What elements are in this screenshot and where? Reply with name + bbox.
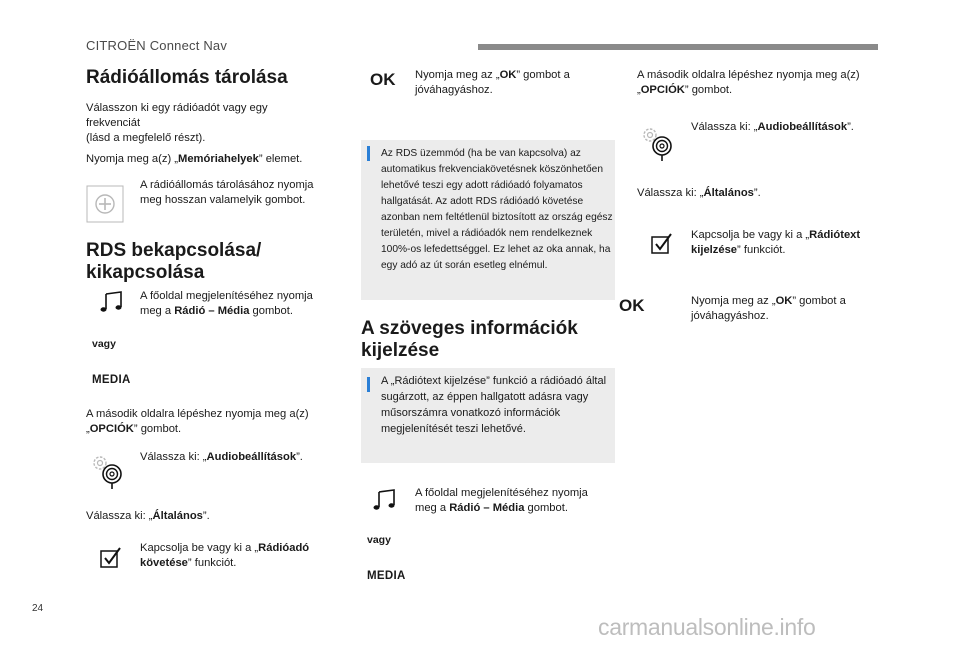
text-line: (lásd a megfelelő részt).	[86, 132, 206, 144]
heading-line: RDS bekapcsolása/	[86, 240, 262, 261]
or-label: vagy	[367, 534, 391, 546]
text-line: Válasszon ki egy rádióadót vagy egy frekvenciát	[86, 102, 268, 129]
heading-line: kikapcsolása	[86, 262, 205, 283]
ok-button-label: OK	[370, 70, 396, 89]
heading-line: A szöveges információk	[361, 318, 578, 339]
heading-line: kijelzése	[361, 340, 440, 361]
paragraph-audio-settings: Válassza ki: „Audiobeállítások”.	[140, 451, 303, 463]
paragraph-audio-settings: Válassza ki: „Audiobeállítások”.	[691, 121, 854, 133]
or-label: vagy	[92, 338, 116, 350]
heading-radiotext	[361, 318, 578, 362]
paragraph-radio-media: A főoldal megjelenítéséhez nyomja meg a Rádió – Média gombot.	[415, 487, 588, 514]
paragraph-select-station	[86, 101, 318, 146]
paragraph-general: Válassza ki: „Általános”.	[86, 510, 210, 522]
paragraph-general: Válassza ki: „Általános”.	[637, 187, 761, 199]
audio-settings-icon	[640, 124, 678, 162]
info-marker	[367, 146, 370, 161]
info-marker	[367, 377, 370, 392]
header-bar	[478, 44, 878, 50]
checkbox-icon	[100, 546, 124, 568]
info-box-radiotext	[361, 368, 615, 463]
media-button-label: MEDIA	[367, 570, 406, 582]
watermark: carmanualsonline.info	[598, 614, 816, 640]
info-text: A „Rádiótext kijelzése” funkció a rádióadó által sugárzott, az éppen hallgatott adásra vagy műsorszámra vonatkozó információk megjelenítését teszi lehetővé.	[381, 375, 607, 435]
ok-button-label: OK	[619, 296, 645, 315]
paragraph-radiotext-toggle: Kapcsolja be vagy ki a „Rádiótext kijelzése” funkciót.	[691, 229, 861, 256]
heading-rds	[86, 240, 261, 284]
checkbox-icon	[651, 232, 675, 254]
paragraph-radio-media: A főoldal megjelenítéséhez nyomja meg a Rádió – Média gombot.	[140, 290, 313, 317]
info-text: Az RDS üzemmód (ha be van kapcsolva) az automatikus frekvenciakövetésnek köszönhetően lehetővé teszi egy adott rádióadó folyamatos hallgatását. Az adott RDS rádióadó követése azonban nem feltétlenül biztosított az ország egész területén, mivel a rádióadók nem rendelkeznek 100%-os lefedettséggel. Ez lehet az oka annak, ha egy adó az út során esetleg elnémul.	[381, 148, 613, 271]
media-button-label: MEDIA	[92, 374, 131, 386]
paragraph-long-press: A rádióállomás tárolásához nyomja meg hosszan valamelyik gombot.	[140, 179, 314, 206]
info-box-rds	[361, 140, 615, 300]
plus-icon	[86, 185, 124, 223]
paragraph-ok-confirm: Nyomja meg az „OK” gombot a jóváhagyáshoz.	[691, 295, 846, 322]
paragraph-station-follow: Kapcsolja be vagy ki a „Rádióadó követése” funkciót.	[140, 542, 310, 569]
paragraph-options: A második oldalra lépéshez nyomja meg a(z) „OPCIÓK” gombot.	[86, 408, 309, 435]
paragraph-ok-confirm: Nyomja meg az „OK” gombot a jóváhagyáshoz.	[415, 69, 570, 96]
music-note-icon	[100, 290, 124, 314]
audio-settings-icon	[90, 452, 128, 490]
page-number: 24	[32, 603, 44, 614]
music-note-icon	[373, 488, 397, 512]
paragraph-options: A második oldalra lépéshez nyomja meg a(z) „OPCIÓK” gombot.	[637, 69, 860, 96]
manual-title: CITROËN Connect Nav	[86, 38, 228, 53]
heading-store-station: Rádióállomás tárolása	[86, 67, 288, 88]
paragraph-memory: Nyomja meg a(z) „Memóriahelyek” elemet.	[86, 153, 303, 165]
